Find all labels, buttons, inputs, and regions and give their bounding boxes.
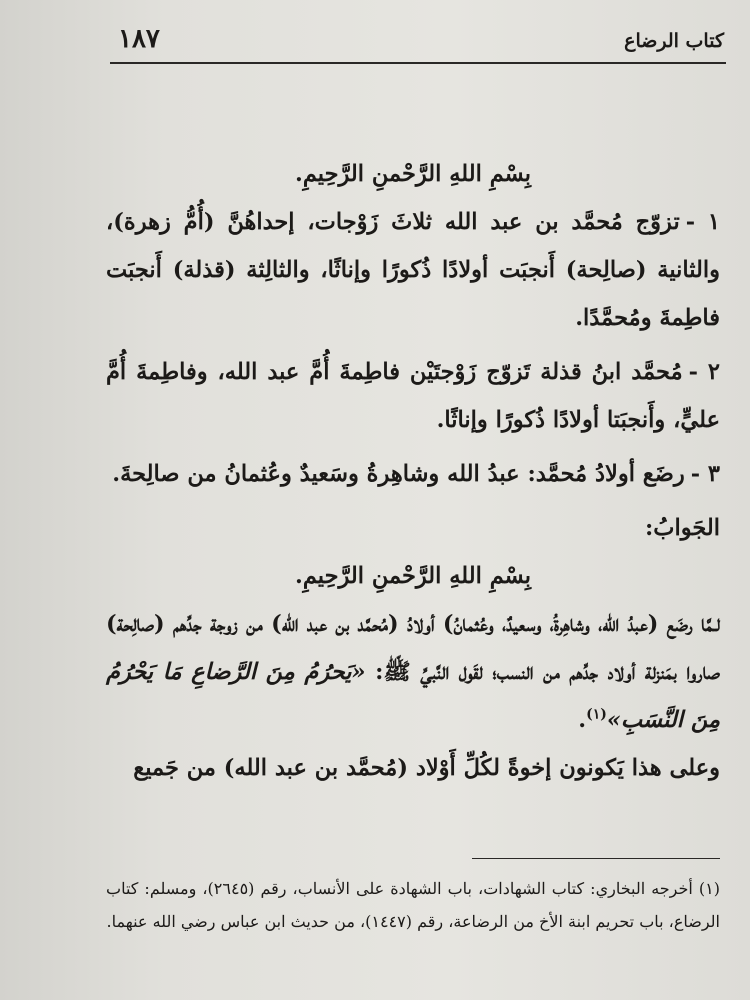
answer-paragraph-continued: وعلى هذا يَكونون إخوةً لكُلِّ أَوْلاد (مُحمَّد بن عبد الله) من جَميع xyxy=(133,755,720,781)
item-text: مُحمَّد ابنُ قذلة تَزوّج زَوْجتَيْن فاطِمةَ أُمَّ عبد الله، وفاطِمةَ أُمَّ عليٍّ، وأَنجبَتا أولادًا ذُكورًا وإناثًا. xyxy=(106,359,720,433)
basmala: بِسْمِ اللهِ الرَّحْمنِ الرَّحِيمِ. xyxy=(294,161,532,187)
page-header xyxy=(110,22,726,64)
footnotes xyxy=(106,872,720,938)
question-item-3 xyxy=(106,450,720,498)
answer-text: لـمَّا رضَع (عبدُ الله، وشاهِرةُ، وسعيدٌ، وعُثمانُ) أولادُ (مُحمَّد بن عبد الله) من زوجة جدِّهم (صالِحة) صاروا بمَنزلة أولاد جدِّهم من النسب؛ لقَول النَّبيِّ ﷺ: xyxy=(106,611,720,685)
answer-paragraph xyxy=(106,600,720,744)
main-text xyxy=(106,150,720,792)
question-item-2 xyxy=(106,348,720,444)
answer-label: الجَوابُ: xyxy=(645,515,720,541)
item-number: ٢ - xyxy=(688,359,720,385)
item-text: تزوّج مُحمَّد بن عبد الله ثلاثَ زَوْجات، إحداهُنَّ (أُمُّ زهرة)، والثانية (صالِحة) أَنجبَت أولادًا ذُكورًا وإناثًا، والثالِثة (قذلة) أَنجبَت فاطِمةَ ومُحمَّدًا. xyxy=(106,209,720,331)
question-item-1 xyxy=(106,198,720,342)
item-number: ٣ - xyxy=(690,461,720,487)
running-title: كتاب الرضاع xyxy=(624,30,724,52)
footnote-1: (١) أخرجه البخاري: كتاب الشهادات، باب الشهادة على الأنساب، رقم (٢٦٤٥)، ومسلم: كتاب الرضاع، باب تحريم ابنة الأخ من الرضاعة، رقم (١٤٤٧)، من حديث ابن عباس رضي الله عنهما. xyxy=(106,879,720,931)
answer-text-end: . xyxy=(578,707,587,733)
item-number: ١ - xyxy=(685,209,721,235)
page-number: ١٨٧ xyxy=(118,24,160,54)
basmala: بِسْمِ اللهِ الرَّحْمنِ الرَّحِيمِ. xyxy=(294,563,532,589)
footnote-reference: (١) xyxy=(586,706,607,723)
footnote-divider xyxy=(472,858,720,859)
hadith-quote: «يَحرُمُ مِنَ الرَّضاعِ مَا يَحْرُمُ مِنَ النَّسَبِ» xyxy=(106,659,720,733)
item-text: رضَع أولادُ مُحمَّد: عبدُ الله وشاهِرةُ وسَعيدٌ وعُثمانُ من صالِحةَ. xyxy=(112,461,685,487)
